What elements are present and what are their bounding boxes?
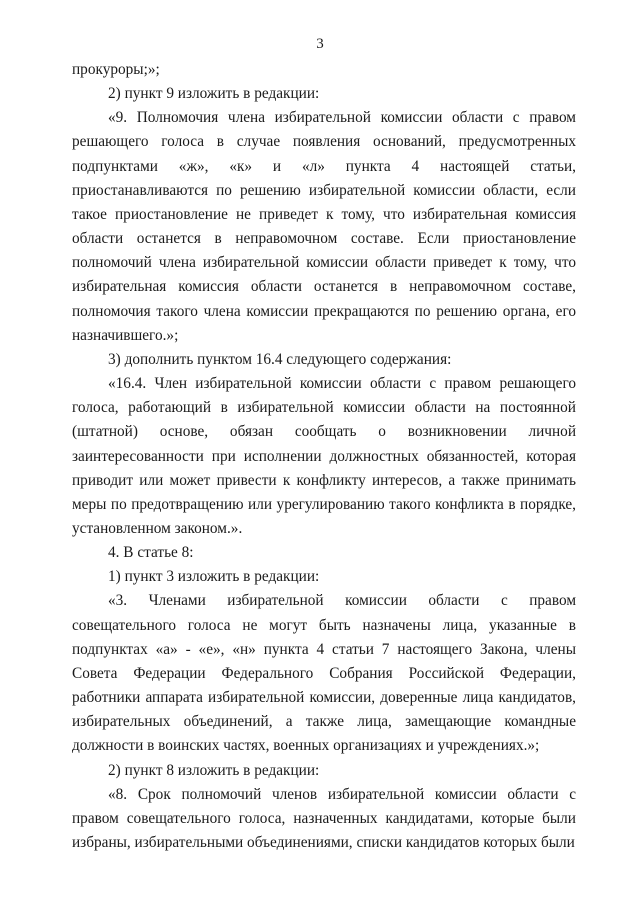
paragraph: 2) пункт 9 изложить в редакции:	[108, 85, 320, 103]
page-number: 3	[316, 36, 324, 52]
document-body	[72, 58, 576, 855]
paragraph: 4. В статье 8:	[108, 544, 194, 562]
paragraph: 2) пункт 8 изложить в редакции:	[108, 761, 320, 779]
paragraph: прокуроры;»;	[72, 61, 160, 78]
paragraph: 1) пункт 3 изложить в редакции:	[108, 568, 320, 586]
paragraph: «3. Членами избирательной комиссии области с правом совещательного голоса не могут быть назначены лица, указанные в подпунктах «а» - «е», «н» пункта 4 статьи 7 настоящего Закона, члены Совета Федерации Федерального Собрания Российской Федерации, работники аппарата избирательной комиссии, доверенные лица кандидатов, избирательных объединений, а также лица, замещающие командные должности в воинских частях, военных организациях и учреждениях.»;	[72, 592, 576, 755]
paragraph: 3) дополнить пунктом 16.4 следующего содержания:	[108, 350, 452, 368]
paragraph: «16.4. Член избирательной комиссии области с правом решающего голоса, работающий в избирательной комиссии области на постоянной (штатной) основе, обязан сообщать о возникновении личной заинтересованности при исполнении должностных обязанностей, которая приводит или может привести к конфликту интересов, а также принимать меры по предотвращению или урегулированию такого конфликта в порядке, установленном законом.».	[72, 375, 576, 537]
paragraph: «8. Срок полномочий членов избирательной комиссии области с правом совещательного голоса, назначенных кандидатами, которые были избраны, избирательными объединениями, списки кандидатов которых были	[72, 785, 576, 851]
paragraph: «9. Полномочия члена избирательной комиссии области с правом решающего голоса в случае появления оснований, предусмотренных подпунктами «ж», «к» и «л» пункта 4 настоящей статьи, приостанавливаются по решению избирательной комиссии области, если такое приостановление не приведет к тому, что избирательная комиссия области останется в неправомочном составе. Если приостановление полномочий члена избирательной комиссии области приведет к тому, что избирательная комиссия области останется в неправомочном составе, полномочия такого члена комиссии прекращаются по решению органа, его назначившего.»;	[72, 109, 576, 344]
